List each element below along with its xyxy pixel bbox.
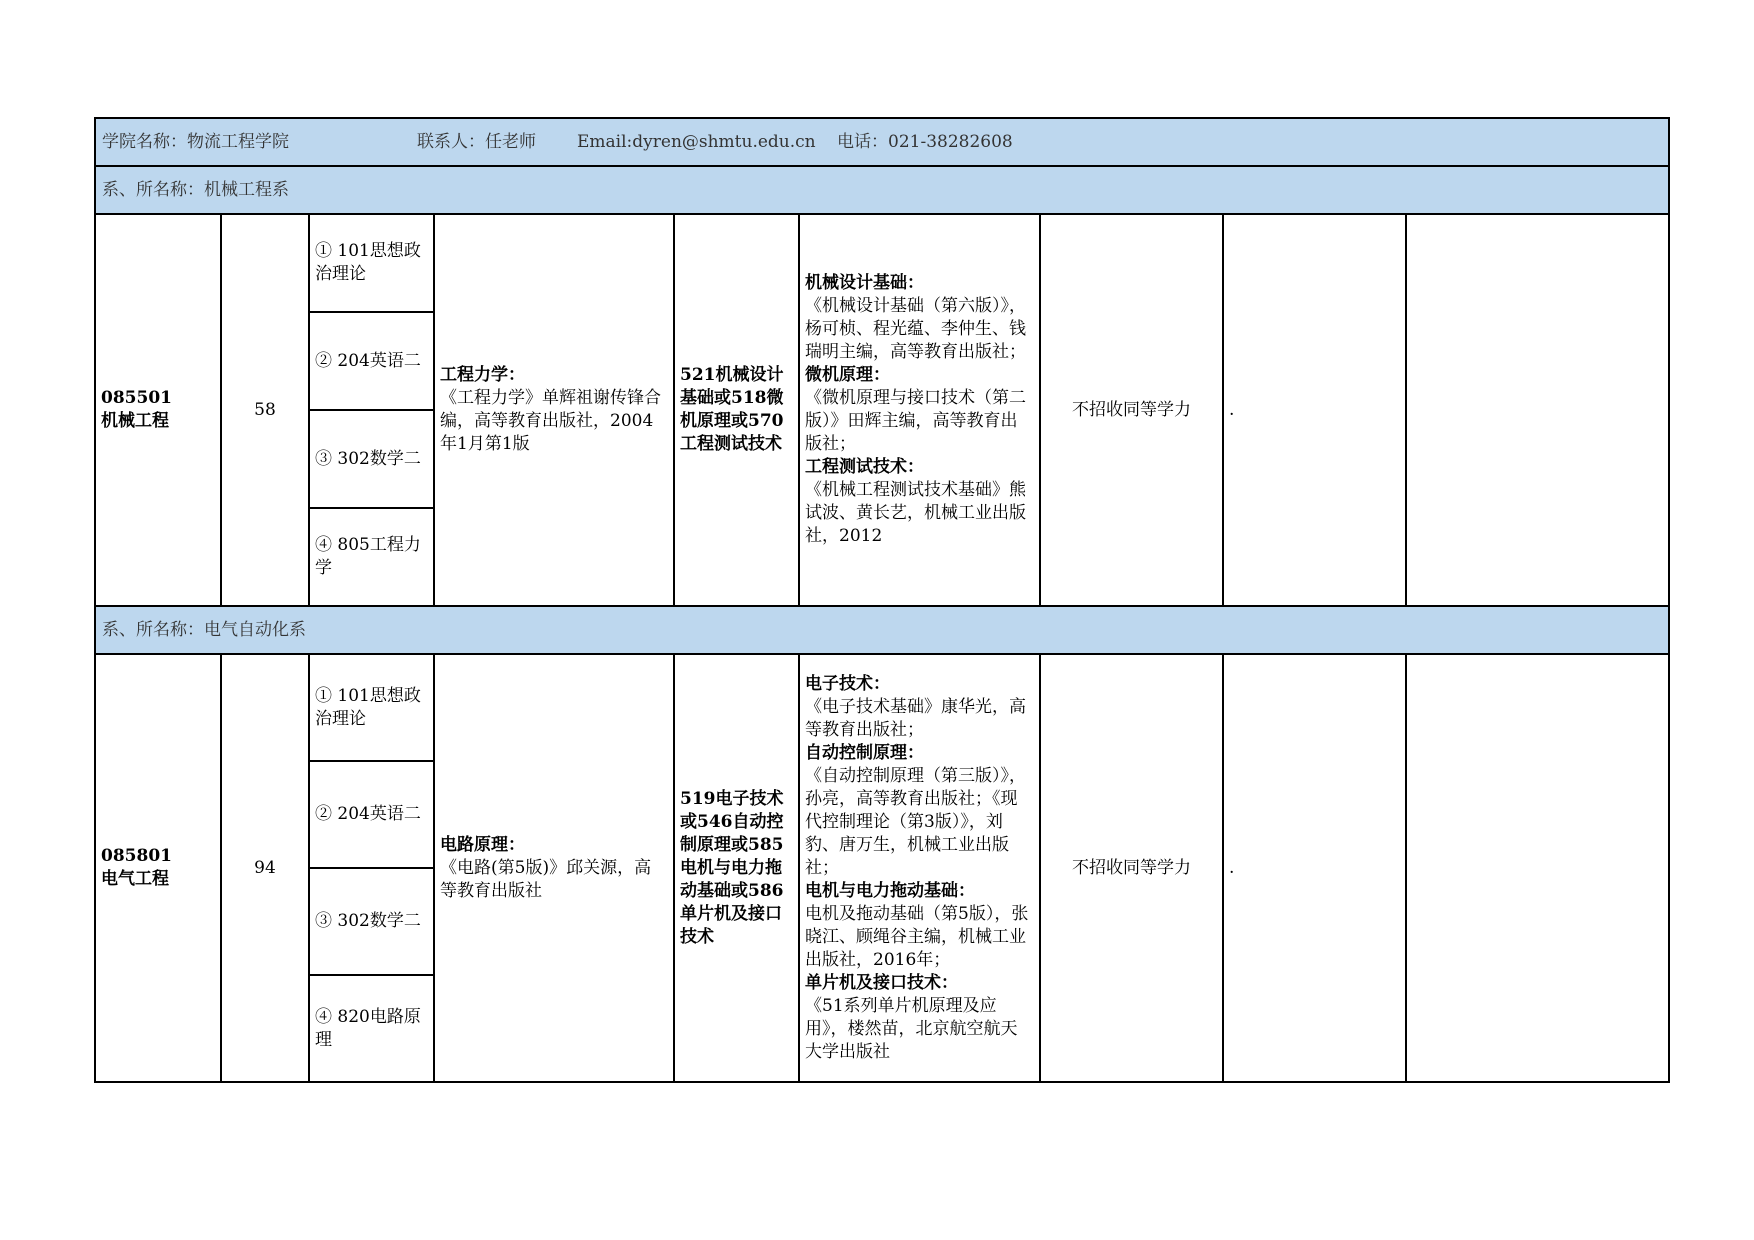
exam-subject: ② 204英语二 (309, 761, 434, 868)
empty-cell (1406, 654, 1669, 1082)
retest-book-text: 《机械工程测试技术基础》熊试波、黄长艺，机械工业出版社，2012 (805, 480, 1026, 546)
retest-book-title: 单片机及接口技术： (805, 972, 958, 993)
exam-subject: ④ 820电路原理 (309, 975, 434, 1082)
exam-subject: ② 204英语二 (309, 312, 434, 410)
retest-book-text: 《自动控制原理（第三版）》，孙亮，高等教育出版社；《现代控制理论（第3版）》，刘豹、唐万生，机械工业出版社； (805, 765, 1026, 878)
major-name: 电气工程 (101, 869, 169, 889)
exam-subject: ④ 805工程力学 (309, 508, 434, 606)
major-code: 085501 (101, 388, 172, 408)
retest-book-title: 电机与电力拖动基础： (805, 880, 975, 901)
retest-reference-books (799, 654, 1040, 1082)
enrollment-quota: 58 (221, 214, 309, 606)
empty-cell (1406, 214, 1669, 606)
retest-reference-books (799, 214, 1040, 606)
retest-subjects: 521机械设计基础或518微机原理或570工程测试技术 (674, 214, 799, 606)
contact-email: Email:dyren@shmtu.edu.cn (577, 131, 816, 152)
remarks: . (1223, 654, 1406, 1082)
department-name: 系、所名称：机械工程系 (95, 166, 1669, 214)
retest-book-title: 微机原理： (805, 365, 890, 385)
contact-person: 联系人：任老师 (417, 131, 536, 152)
exam-book-text: 《电路(第5版)》邱关源，高等教育出版社 (440, 857, 652, 901)
exam-book-text: 《工程力学》单辉祖谢传锋合编，高等教育出版社，2004年1月第1版 (440, 388, 661, 454)
admissions-table (94, 117, 1670, 1083)
department-row (95, 606, 1669, 654)
exam-book-title: 电路原理： (440, 834, 525, 855)
exam-reference-book (434, 214, 674, 606)
major-row (95, 214, 1669, 312)
enrollment-quota: 94 (221, 654, 309, 1082)
exam-subject: ① 101思想政治理论 (309, 214, 434, 312)
major-name: 机械工程 (101, 411, 169, 431)
equivalent-education: 不招收同等学力 (1040, 654, 1223, 1082)
retest-book-text: 《机械设计基础（第六版）》，杨可桢、程光蕴、李仲生、钱瑞明主编，高等教育出版社； (805, 296, 1026, 362)
college-header-row (95, 118, 1669, 166)
retest-book-title: 电子技术： (805, 673, 890, 694)
contact-phone: 电话：021-38282608 (837, 131, 1013, 152)
department-row (95, 166, 1669, 214)
retest-book-title: 自动控制原理： (805, 742, 924, 763)
exam-subject: ① 101思想政治理论 (309, 654, 434, 761)
retest-book-text: 《微机原理与接口技术（第二版）》田辉主编，高等教育出版社； (805, 388, 1026, 454)
exam-book-title: 工程力学： (440, 365, 525, 385)
retest-subjects: 519电子技术或546自动控制原理或585电机与电力拖动基础或586单片机及接口技术 (674, 654, 799, 1082)
exam-subject: ③ 302数学二 (309, 868, 434, 975)
major-row (95, 654, 1669, 761)
retest-book-text: 《电子技术基础》康华光，高等教育出版社； (805, 696, 1026, 740)
retest-book-text: 电机及拖动基础（第5版），张晓江、顾绳谷主编，机械工业出版社，2016年； (805, 903, 1029, 970)
major-cell (95, 214, 221, 606)
equivalent-education: 不招收同等学力 (1040, 214, 1223, 606)
remarks: . (1223, 214, 1406, 606)
department-name: 系、所名称：电气自动化系 (95, 606, 1669, 654)
retest-book-text: 《51系列单片机原理及应用》，楼然苗，北京航空航天大学出版社 (805, 995, 1018, 1062)
exam-subject: ③ 302数学二 (309, 410, 434, 508)
retest-book-title: 工程测试技术： (805, 457, 924, 477)
major-code: 085801 (101, 846, 172, 866)
retest-book-title: 机械设计基础： (805, 273, 924, 293)
college-name: 学院名称：物流工程学院 (102, 131, 289, 152)
exam-reference-book (434, 654, 674, 1082)
major-cell (95, 654, 221, 1082)
